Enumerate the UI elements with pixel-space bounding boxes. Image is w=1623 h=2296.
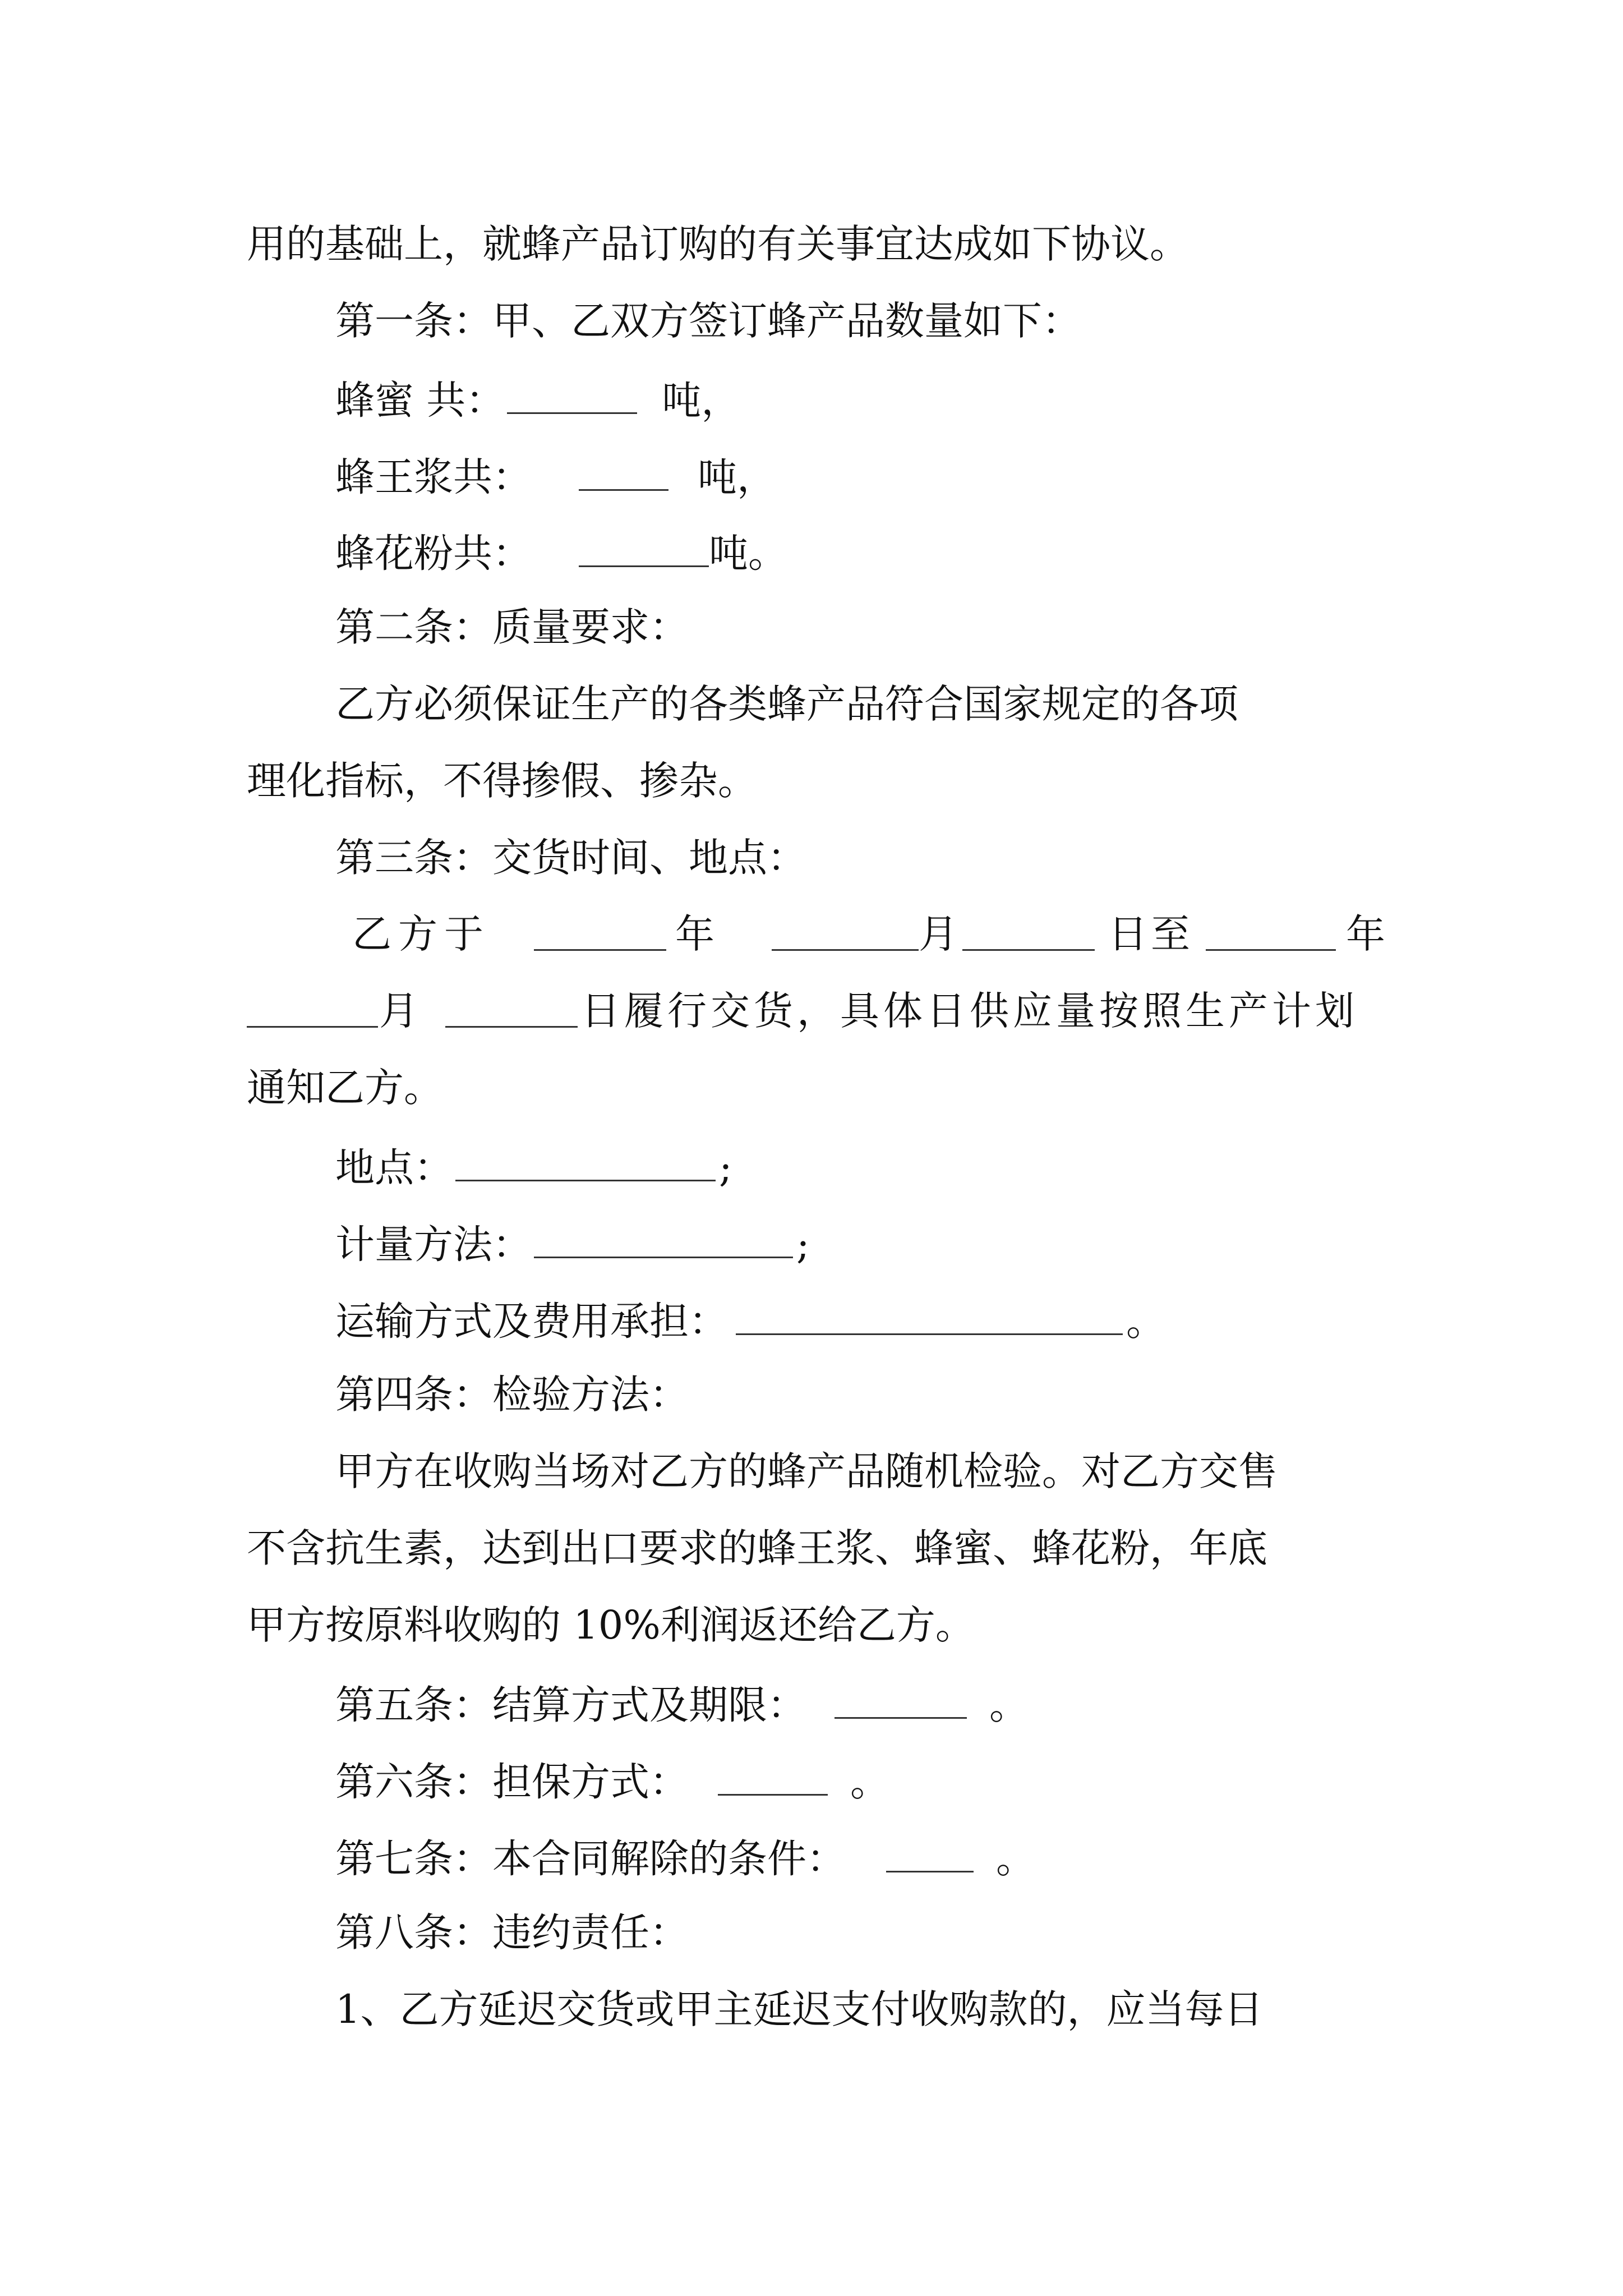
delivery-date-line-1	[0, 911, 1623, 959]
article-7-line	[335, 1835, 1035, 1882]
royal-jelly-unit: 吨，	[698, 454, 776, 500]
honey-label: 蜂蜜 共：	[335, 377, 505, 424]
article-1-title: 第一条：甲、乙双方签订蜂产品数量如下：	[335, 298, 1081, 344]
article-5-end: 。	[989, 1682, 1029, 1728]
article-5-label: 第五条：结算方式及期限：	[335, 1682, 806, 1728]
honey-blank	[507, 378, 637, 414]
article-6-end: 。	[850, 1759, 889, 1805]
pollen-label: 蜂花粉共：	[335, 530, 532, 577]
delivery-year2: 年	[1346, 911, 1385, 957]
article-7-end: 。	[996, 1835, 1035, 1882]
delivery-year2-blank	[1206, 914, 1336, 951]
honey-quantity-line	[335, 377, 741, 424]
article-7-blank	[886, 1836, 974, 1872]
pollen-blank	[579, 531, 709, 567]
delivery-month: 月	[919, 911, 958, 957]
article-4-text-line-1: 甲方在收购当场对乙方的蜂产品随机检验。对乙方交售	[335, 1448, 1278, 1494]
pollen-quantity-line	[335, 530, 787, 577]
transport-end: 。	[1126, 1298, 1165, 1345]
article-6-label: 第六条：担保方式：	[335, 1759, 689, 1805]
article-5-line	[335, 1682, 1029, 1728]
delivery-party: 乙方于	[352, 911, 490, 957]
article-6-line	[335, 1759, 889, 1805]
delivery-month2: 月	[379, 988, 418, 1034]
paragraph-continuation: 用的基础上，就蜂产品订购的有关事宜达成如下协议。	[247, 221, 1189, 267]
article-2-text-line-2: 理化指标，不得掺假、掺杂。	[247, 758, 757, 804]
article-8-item-1: 1、乙方延迟交货或甲主延迟支付收购款的，应当每日	[335, 1986, 1264, 2032]
article-7-label: 第七条：本合同解除的条件：	[335, 1835, 846, 1882]
article-4-text-line-3: 甲方按原料收购的 10%利润返还给乙方。	[247, 1602, 975, 1648]
delivery-tail: 日履行交货，具体日供应量按照生产计划	[581, 988, 1358, 1034]
article-2-title: 第二条：质量要求：	[335, 604, 689, 650]
delivery-month-blank	[772, 914, 919, 951]
honey-unit: 吨，	[662, 377, 741, 424]
pollen-unit: 吨。	[709, 530, 787, 577]
location-label: 地点：	[335, 1144, 453, 1191]
measurement-label: 计量方法：	[335, 1221, 532, 1268]
delivery-line-3: 通知乙方。	[247, 1065, 443, 1111]
article-2-text-line-1: 乙方必须保证生产的各类蜂产品符合国家规定的各项	[335, 681, 1238, 727]
delivery-day-blank	[962, 914, 1095, 951]
royal-jelly-label: 蜂王浆共：	[335, 454, 532, 500]
delivery-year-blank	[534, 914, 666, 951]
delivery-day2-blank	[445, 991, 578, 1028]
transport-blank	[736, 1299, 1123, 1335]
article-4-text-line-2: 不含抗生素，达到出口要求的蜂王浆、蜂蜜、蜂花粉，年底	[247, 1525, 1267, 1571]
article-8-title: 第八条：违约责任：	[335, 1910, 689, 1955]
delivery-month2-blank	[247, 991, 378, 1028]
transport-line	[335, 1298, 1165, 1345]
royal-jelly-blank	[579, 454, 668, 491]
article-6-blank	[718, 1759, 828, 1796]
measurement-blank	[534, 1222, 793, 1258]
location-blank	[455, 1145, 716, 1181]
delivery-day-to: 日至	[1108, 911, 1193, 957]
location-end: ;	[719, 1144, 732, 1191]
transport-label: 运输方式及费用承担：	[335, 1298, 728, 1345]
royal-jelly-quantity-line	[335, 454, 776, 500]
location-line	[335, 1144, 732, 1191]
measurement-line	[335, 1221, 810, 1268]
delivery-year: 年	[675, 911, 714, 957]
measurement-end: ;	[796, 1221, 810, 1268]
article-4-title: 第四条：检验方法：	[335, 1372, 689, 1418]
delivery-date-line-2	[0, 988, 1623, 1036]
article-3-title: 第三条：交货时间、地点：	[335, 835, 806, 881]
article-5-blank	[834, 1682, 967, 1719]
